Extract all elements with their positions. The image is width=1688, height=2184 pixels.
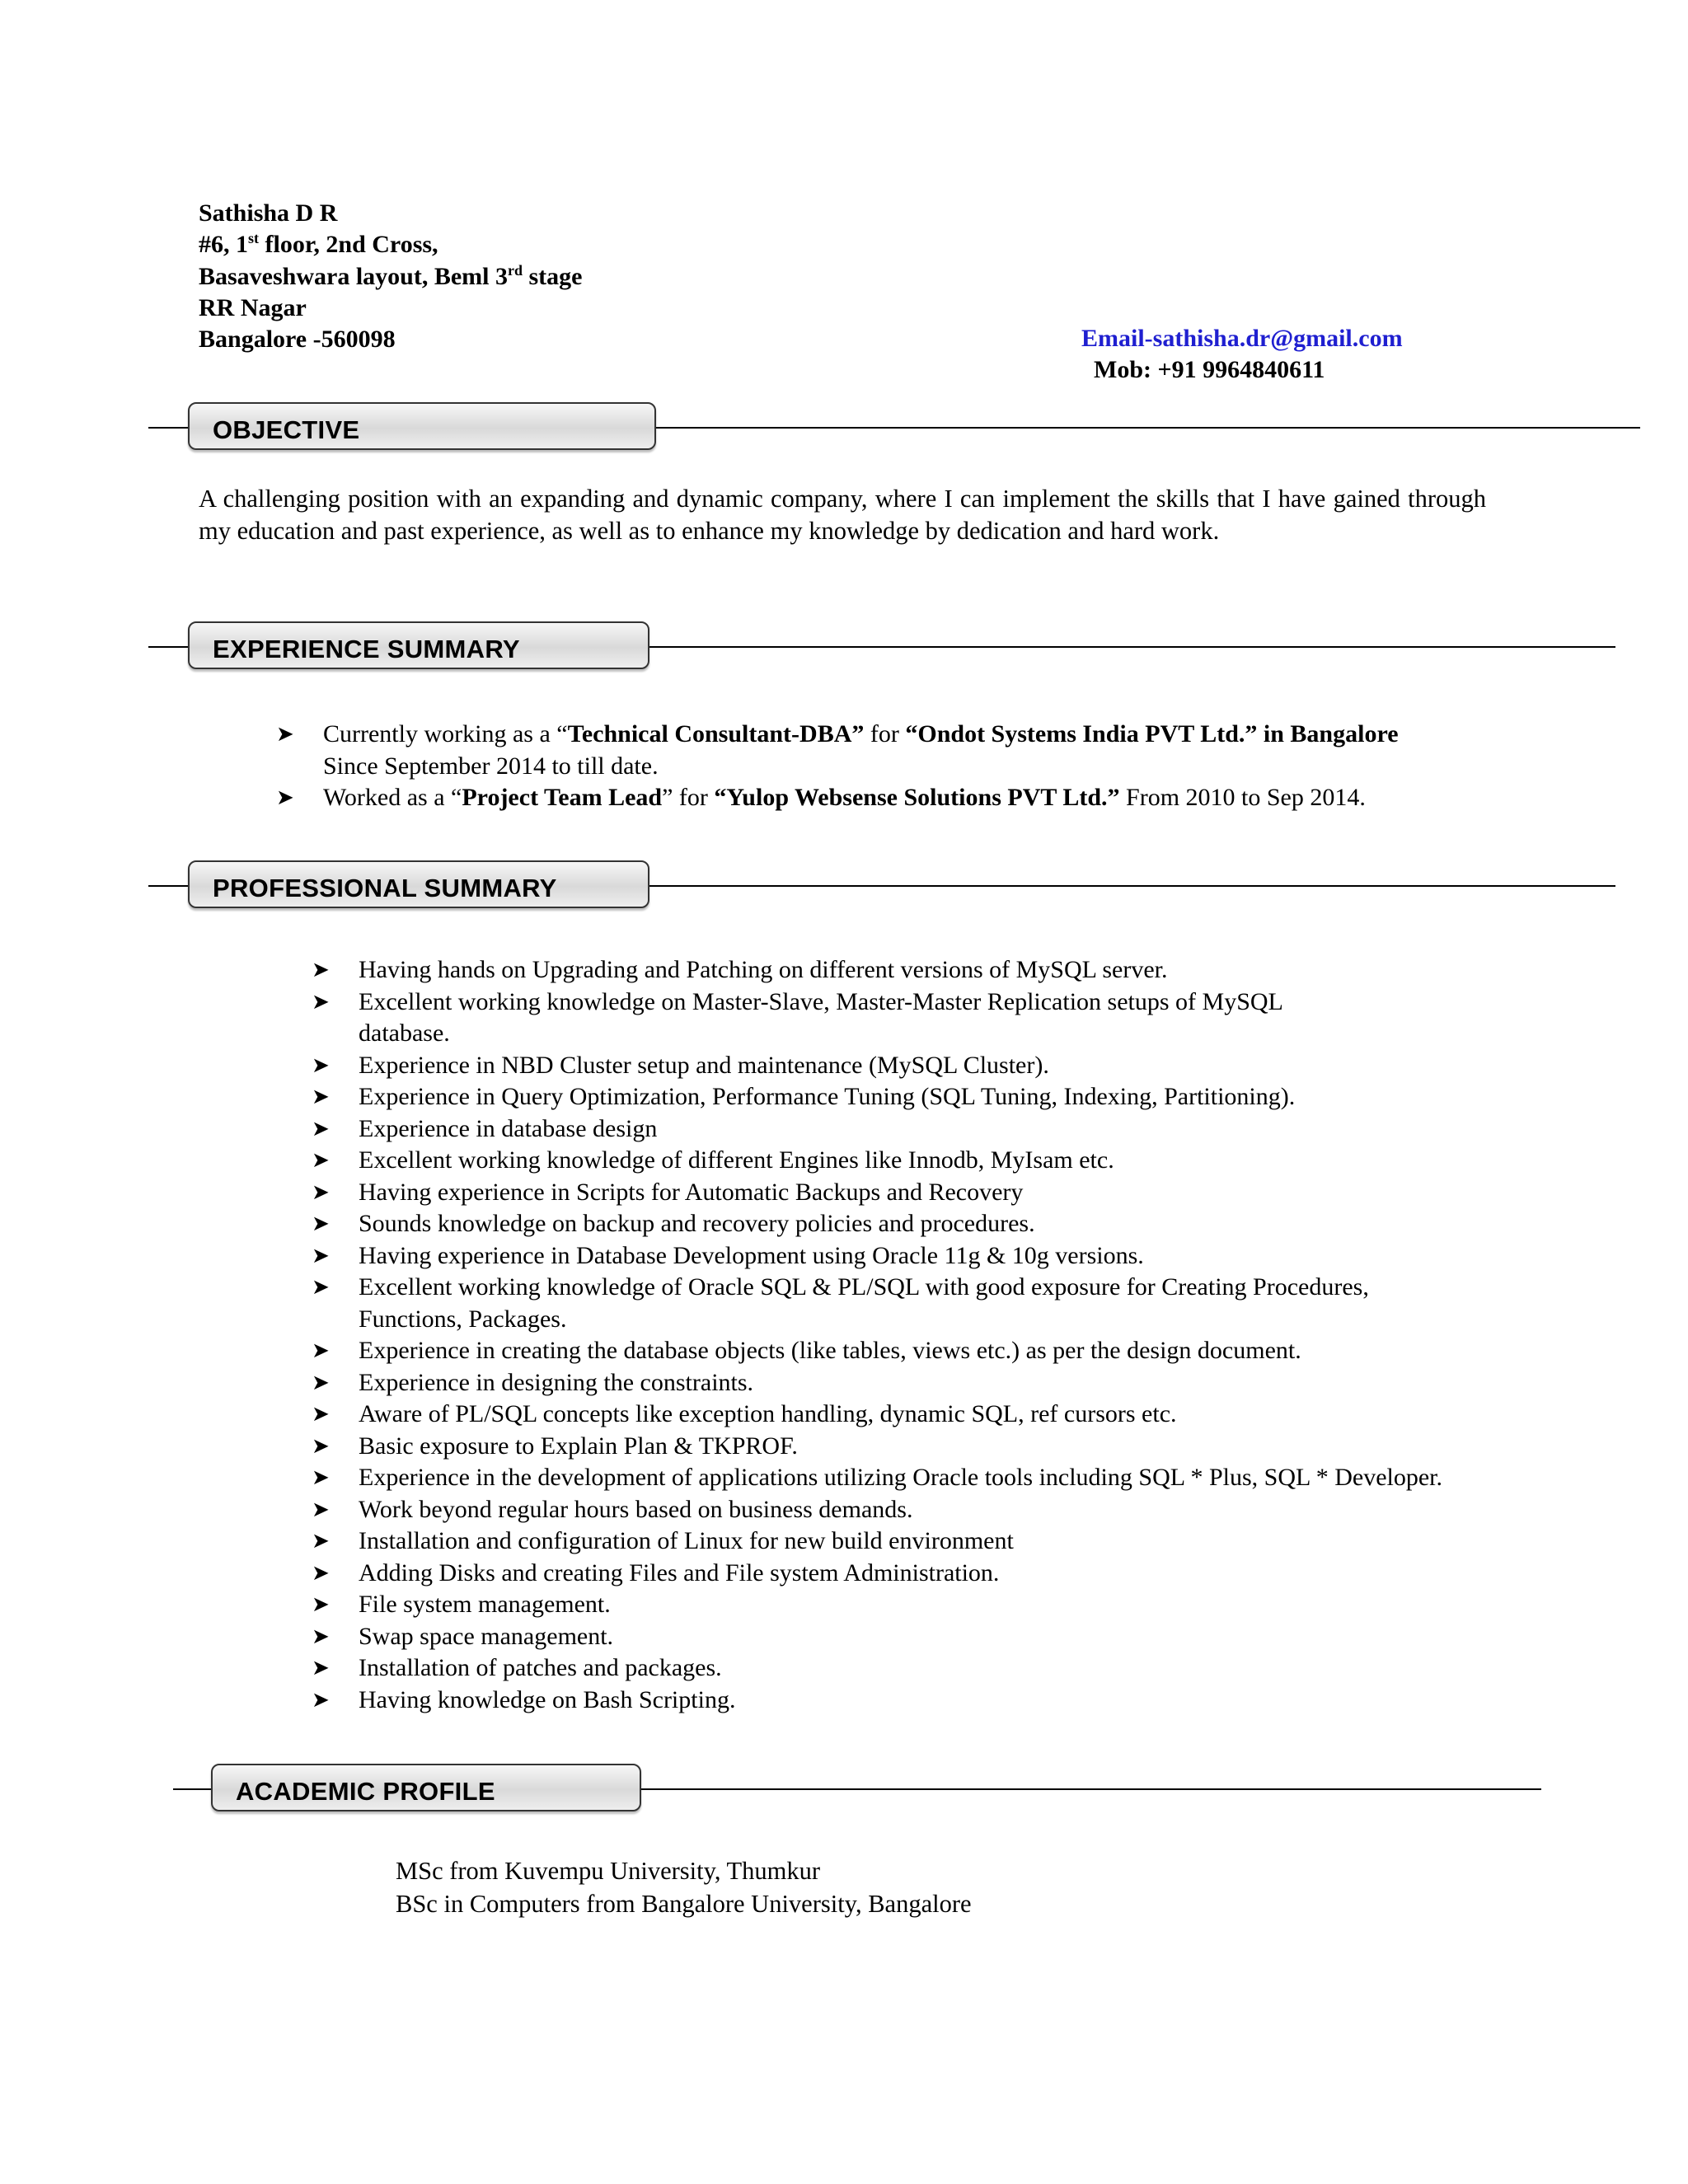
- professional-list: [312, 954, 1442, 1716]
- list-item: ➤ Experience in creating the database objects (like tables, views etc.) as per the design document.: [359, 1335, 1442, 1367]
- heading-rule-right: [641, 1788, 1541, 1790]
- list-item: ➤ Having experience in Scripts for Automatic Backups and Recovery: [359, 1177, 1442, 1209]
- email-link[interactable]: Email-sathisha.dr@gmail.com: [1081, 325, 1403, 352]
- list-item: ➤ Currently working as a “Technical Consultant-DBA” for “Ondot Systems India PVT Ltd.” in Bangalore Since September 2014 to till date.: [276, 720, 1399, 780]
- arrow-bullet-icon: ➤: [312, 1529, 330, 1554]
- list-item: ➤ Experience in designing the constraints.: [359, 1367, 1442, 1399]
- list-item: ➤ Aware of PL/SQL concepts like exception handling, dynamic SQL, ref cursors etc.: [359, 1399, 1442, 1431]
- list-item: ➤ Work beyond regular hours based on business demands.: [359, 1494, 1442, 1526]
- address-line-3: RR Nagar: [199, 294, 307, 321]
- experience-list: [276, 719, 1399, 814]
- arrow-bullet-icon: ➤: [312, 958, 330, 982]
- heading-rule-right: [649, 646, 1615, 648]
- heading-rule-left: [173, 1788, 213, 1790]
- arrow-bullet-icon: ➤: [312, 1116, 330, 1141]
- mobile-number: Mob: +91 9964840611: [1094, 356, 1325, 383]
- arrow-bullet-icon: ➤: [312, 1402, 330, 1427]
- candidate-name: Sathisha D R: [199, 199, 338, 227]
- list-item: ➤ Sounds knowledge on backup and recovery policies and procedures.: [359, 1208, 1442, 1240]
- list-item: ➤ Experience in NBD Cluster setup and maintenance (MySQL Cluster).: [359, 1050, 1442, 1082]
- arrow-bullet-icon: ➤: [312, 1624, 330, 1649]
- heading-rule-left: [148, 646, 190, 648]
- arrow-bullet-icon: ➤: [312, 1433, 330, 1459]
- list-item: ➤ Worked as a “Project Team Lead” for “Yulop Websense Solutions PVT Ltd.” From 2010 to Sep 2014.: [323, 782, 1399, 814]
- list-item: ➤ Experience in the development of applications utilizing Oracle tools including SQL * Plus, SQL * Developer.: [359, 1462, 1442, 1494]
- professional-heading: [148, 860, 1615, 912]
- address-line-2: Basaveshwara layout, Beml 3rd stage: [199, 262, 583, 290]
- section-tab: [211, 1764, 641, 1811]
- list-item: ➤ Adding Disks and creating Files and File system Administration.: [359, 1558, 1442, 1590]
- section-tab: [188, 402, 656, 450]
- section-title: PROFESSIONAL SUMMARY: [213, 874, 557, 902]
- academic-list: [396, 1854, 972, 1920]
- heading-rule-right: [656, 427, 1640, 429]
- address-line-1: #6, 1st floor, 2nd Cross,: [199, 230, 438, 258]
- list-item: ➤ Basic exposure to Explain Plan & TKPROF.: [359, 1431, 1442, 1463]
- arrow-bullet-icon: ➤: [276, 785, 294, 810]
- section-title: EXPERIENCE SUMMARY: [213, 635, 520, 663]
- list-item: ➤ File system management.: [359, 1589, 1442, 1621]
- academic-item: MSc from Kuvempu University, Thumkur: [396, 1857, 821, 1885]
- arrow-bullet-icon: ➤: [312, 1148, 330, 1173]
- list-item: ➤ Excellent working knowledge of Oracle SQL & PL/SQL with good exposure for Creating Procedures, Functions, Packages.: [312, 1273, 1369, 1333]
- arrow-bullet-icon: ➤: [312, 1052, 330, 1078]
- section-title: ACADEMIC PROFILE: [236, 1777, 495, 1806]
- arrow-bullet-icon: ➤: [312, 1179, 330, 1205]
- arrow-bullet-icon: ➤: [312, 1370, 330, 1395]
- arrow-bullet-icon: ➤: [312, 1592, 330, 1617]
- arrow-bullet-icon: ➤: [312, 1275, 330, 1300]
- arrow-bullet-icon: ➤: [312, 1465, 330, 1490]
- contact-block: [199, 198, 1451, 396]
- arrow-bullet-icon: ➤: [312, 1212, 330, 1236]
- section-tab: [188, 621, 649, 669]
- list-item: ➤ Experience in Query Optimization, Performance Tuning (SQL Tuning, Indexing, Partitioning).: [359, 1081, 1442, 1113]
- section-title: OBJECTIVE: [213, 415, 360, 444]
- arrow-bullet-icon: ➤: [312, 1560, 330, 1586]
- list-item: ➤ Having experience in Database Development using Oracle 11g & 10g versions.: [359, 1240, 1442, 1272]
- objective-heading: [148, 402, 1640, 453]
- heading-rule-left: [148, 885, 190, 887]
- objective-paragraph: A challenging position with an expanding and dynamic company, where I can implement the skills that I have gained through my education and past experience, as well as to enhance my knowledge by dedication and hard work.: [199, 485, 1486, 545]
- list-item: ➤ Installation and configuration of Linux for new build environment: [359, 1526, 1442, 1558]
- arrow-bullet-icon: ➤: [276, 722, 294, 747]
- arrow-bullet-icon: ➤: [312, 1243, 330, 1268]
- list-item: ➤ Excellent working knowledge on Master-Slave, Master-Master Replication setups of MySQL database.: [312, 987, 1283, 1047]
- experience-heading: [148, 621, 1615, 673]
- list-item: ➤ Having knowledge on Bash Scripting.: [359, 1685, 1442, 1717]
- list-item: ➤ Experience in database design: [359, 1113, 1442, 1146]
- address-line-4: Bangalore -560098: [199, 326, 396, 353]
- list-item: ➤ Having hands on Upgrading and Patching on different versions of MySQL server.: [359, 954, 1442, 987]
- arrow-bullet-icon: ➤: [312, 1338, 330, 1363]
- section-tab: [188, 860, 649, 908]
- arrow-bullet-icon: ➤: [312, 1085, 330, 1109]
- arrow-bullet-icon: ➤: [312, 1497, 330, 1522]
- arrow-bullet-icon: ➤: [312, 989, 330, 1015]
- heading-rule-left: [148, 427, 190, 429]
- academic-heading: [173, 1764, 1541, 1815]
- list-item: ➤ Swap space management.: [359, 1621, 1442, 1653]
- arrow-bullet-icon: ➤: [312, 1656, 330, 1680]
- list-item: ➤ Installation of patches and packages.: [359, 1652, 1442, 1685]
- heading-rule-right: [649, 885, 1615, 887]
- list-item: ➤ Excellent working knowledge of different Engines like Innodb, MyIsam etc.: [359, 1145, 1442, 1177]
- arrow-bullet-icon: ➤: [312, 1687, 330, 1713]
- academic-item: BSc in Computers from Bangalore University, Bangalore: [396, 1890, 972, 1918]
